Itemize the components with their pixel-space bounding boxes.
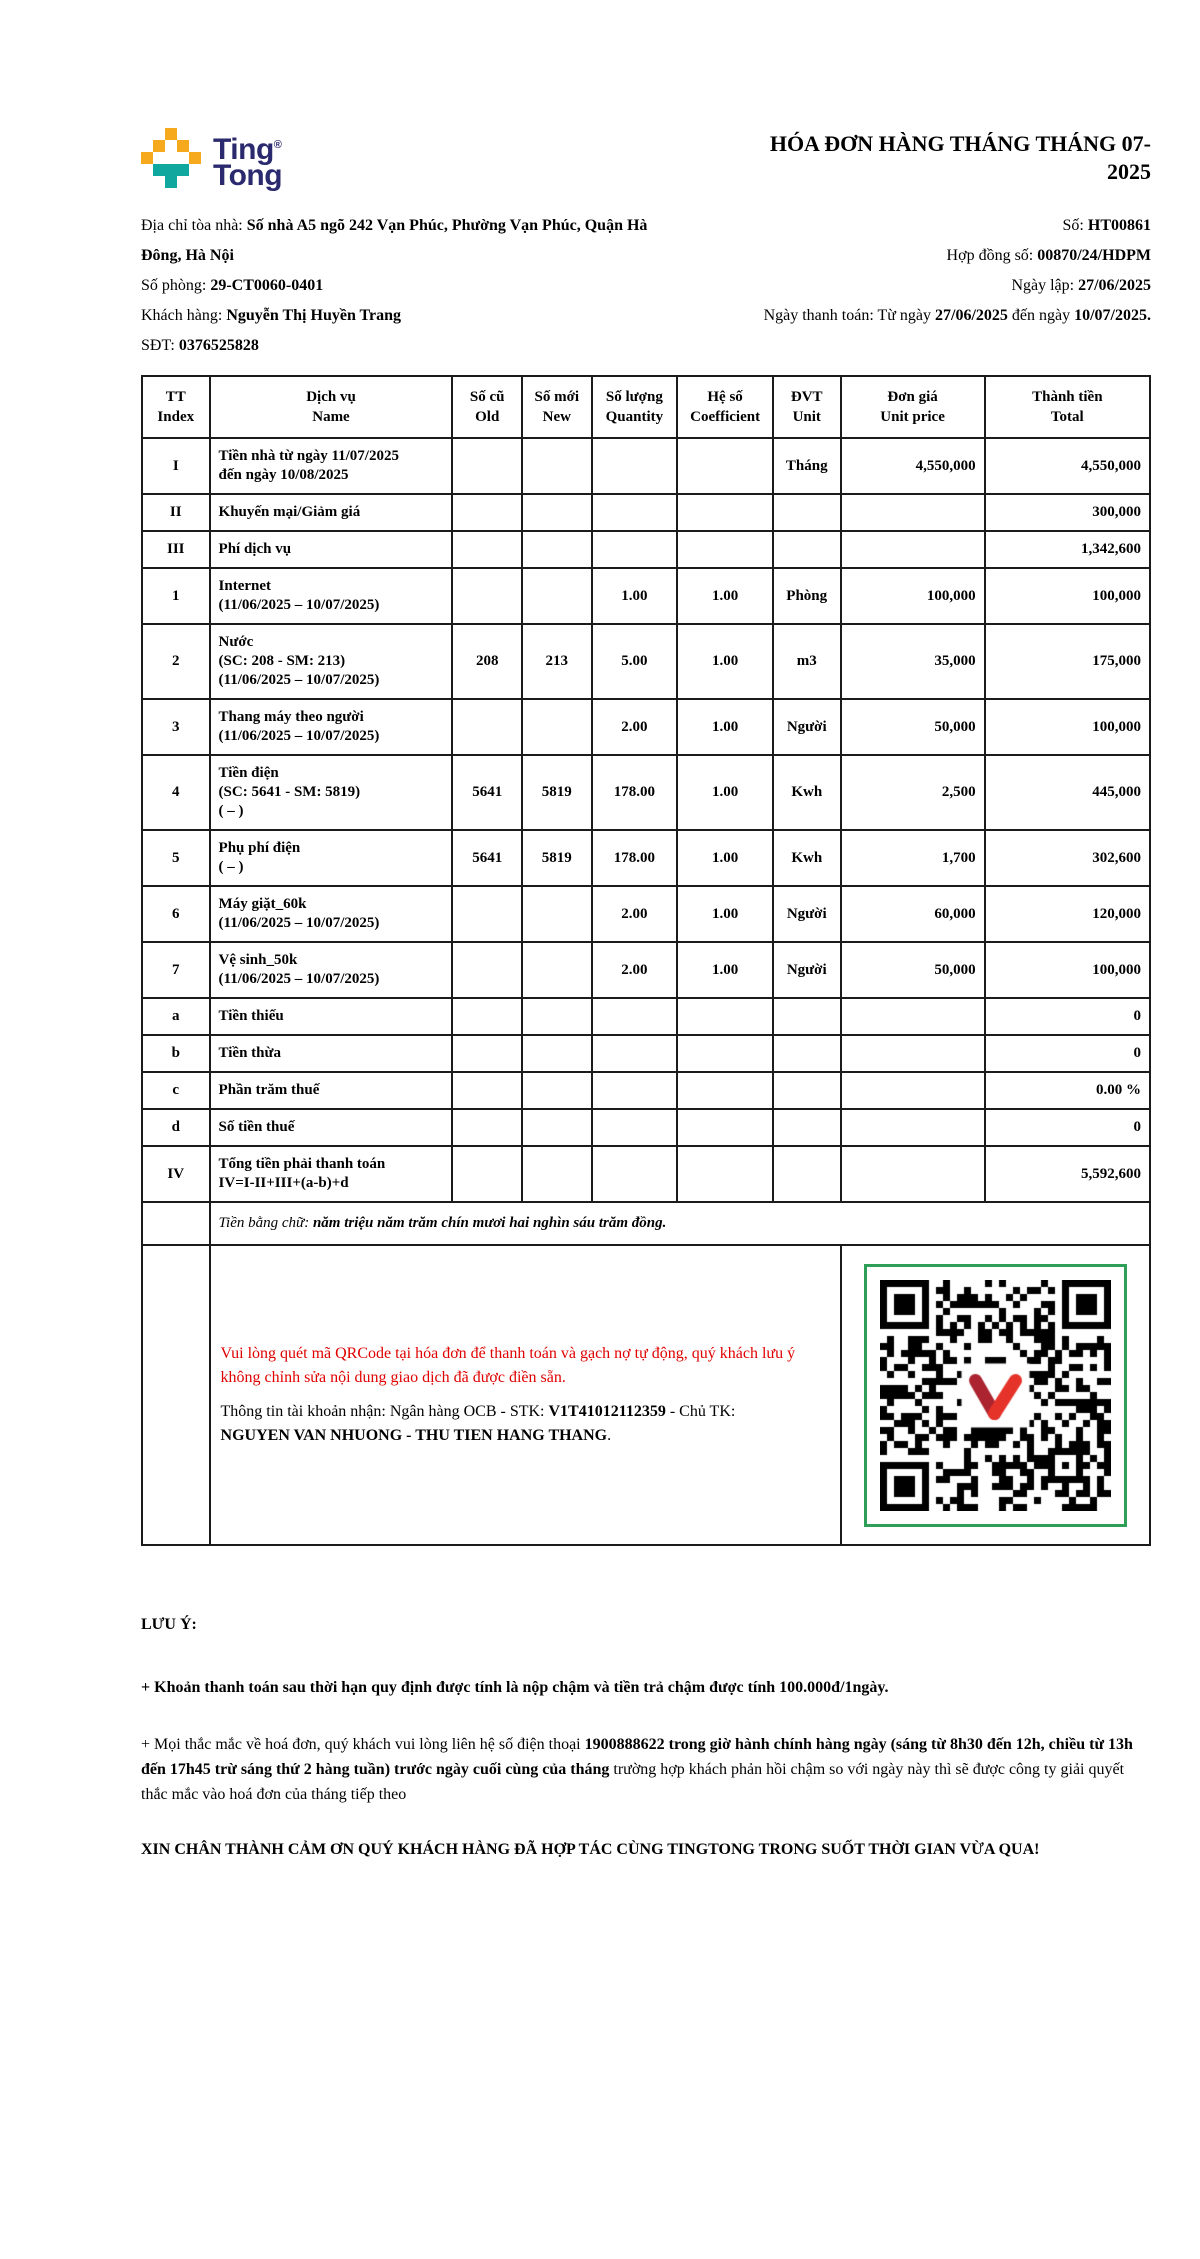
logo-pixel xyxy=(165,164,177,176)
cell-coefficient xyxy=(677,998,773,1035)
cell-total: 0.00 % xyxy=(985,1072,1150,1109)
cell-quantity xyxy=(592,438,678,494)
logo-pixel xyxy=(153,164,165,176)
hotline-note-part3: trường hợp khách phản hồi chậm so với ngày này thì sẽ được công ty giải quyết thắc mắc vào hoá đơn của tháng tiếp theo xyxy=(141,1761,1125,1803)
empty-cell xyxy=(142,1245,210,1545)
cell-service-name: Internet (11/06/2025 – 10/07/2025) xyxy=(210,568,453,624)
hotline-note-part2: 1900888622 trong giờ hành chính hàng ngày (sáng từ 8h30 đến 12h, chiều từ 13h đến 17h45 trừ sáng thứ 2 hàng tuần) trước ngày cuối cùng của tháng xyxy=(141,1736,1133,1778)
cell-index: 7 xyxy=(142,942,210,998)
service-rows xyxy=(142,438,1150,1202)
logo-pixel xyxy=(177,164,189,176)
cell-coefficient xyxy=(677,1146,773,1202)
cell-coefficient: 1.00 xyxy=(677,624,773,699)
cell-unit: Phòng xyxy=(773,568,841,624)
cell-old xyxy=(452,998,522,1035)
cell-index: III xyxy=(142,531,210,568)
header-unit: ĐVT Unit xyxy=(773,376,841,438)
customer-name-value: Nguyễn Thị Huyền Trang xyxy=(226,307,402,324)
cell-new xyxy=(522,568,592,624)
cell-coefficient: 1.00 xyxy=(677,886,773,942)
cell-index: 5 xyxy=(142,830,210,886)
cell-service-name: Tiền nhà từ ngày 11/07/2025 đến ngày 10/08/2025 xyxy=(210,438,453,494)
cell-unit xyxy=(773,494,841,531)
logo-pixel xyxy=(165,128,177,140)
table-row xyxy=(142,699,1150,755)
wordmark-line2: Tong xyxy=(213,159,283,192)
invoice-content xyxy=(141,118,1151,1862)
building-address-label: Địa chỉ tòa nhà: xyxy=(141,217,247,234)
cell-new xyxy=(522,942,592,998)
cell-new: 5819 xyxy=(522,830,592,886)
tingtong-logo xyxy=(141,118,283,192)
contract-number-value: 00870/24/HDPM xyxy=(1037,247,1151,264)
room-number-label: Số phòng: xyxy=(141,277,211,294)
cell-quantity xyxy=(592,1109,678,1146)
table-row xyxy=(142,942,1150,998)
cell-old xyxy=(452,1035,522,1072)
cell-quantity: 2.00 xyxy=(592,699,678,755)
room-number-value: 29-CT0060-0401 xyxy=(210,277,324,294)
logo-pixel xyxy=(165,176,177,188)
header-coefficient: Hệ số Coefficient xyxy=(677,376,773,438)
cell-new xyxy=(522,998,592,1035)
cell-unit-price xyxy=(841,494,985,531)
cell-index: d xyxy=(142,1109,210,1146)
cell-total: 175,000 xyxy=(985,624,1150,699)
cell-unit-price: 100,000 xyxy=(841,568,985,624)
table-row xyxy=(142,531,1150,568)
cell-index: 1 xyxy=(142,568,210,624)
cell-quantity: 2.00 xyxy=(592,886,678,942)
table-row xyxy=(142,494,1150,531)
cell-unit-price xyxy=(841,1072,985,1109)
cell-index: 3 xyxy=(142,699,210,755)
cell-index: c xyxy=(142,1072,210,1109)
invoice-title-line1: HÓA ĐƠN HÀNG THÁNG THÁNG 07- xyxy=(769,131,1151,156)
customer-name-label: Khách hàng: xyxy=(141,307,227,324)
cell-total: 0 xyxy=(985,998,1150,1035)
notes-heading: LƯU Ý: xyxy=(141,1616,197,1633)
cell-total: 5,592,600 xyxy=(985,1146,1150,1202)
cell-new xyxy=(522,886,592,942)
cell-quantity xyxy=(592,1035,678,1072)
cell-old xyxy=(452,1109,522,1146)
cell-quantity xyxy=(592,494,678,531)
cell-unit: Kwh xyxy=(773,755,841,830)
building-address-value: Số nhà A5 ngõ 242 Vạn Phúc, Phường Vạn Phúc, Quận Hà Đông, Hà Nội xyxy=(141,217,648,264)
cell-old xyxy=(452,1072,522,1109)
cell-total: 1,342,600 xyxy=(985,531,1150,568)
header-unit-price: Đơn giá Unit price xyxy=(841,376,985,438)
cell-unit-price: 60,000 xyxy=(841,886,985,942)
account-info xyxy=(221,1400,814,1448)
tingtong-wordmark xyxy=(213,128,283,192)
cell-service-name: Khuyến mại/Giảm giá xyxy=(210,494,453,531)
cell-unit xyxy=(773,1035,841,1072)
qr-instructions-cell xyxy=(210,1245,841,1545)
table-row xyxy=(142,624,1150,699)
cell-service-name: Tiền điện (SC: 5641 - SM: 5819) ( – ) xyxy=(210,755,453,830)
cell-old xyxy=(452,886,522,942)
invoice-meta xyxy=(681,211,1151,361)
cell-quantity xyxy=(592,1072,678,1109)
cell-old xyxy=(452,568,522,624)
account-number: V1T41012112359 xyxy=(548,1403,666,1420)
cell-index: I xyxy=(142,438,210,494)
table-row xyxy=(142,1146,1150,1202)
cell-coefficient: 1.00 xyxy=(677,942,773,998)
cell-service-name: Tiền thiếu xyxy=(210,998,453,1035)
cell-old xyxy=(452,531,522,568)
cell-total: 302,600 xyxy=(985,830,1150,886)
invoice-table xyxy=(141,375,1151,1546)
header-total: Thành tiền Total xyxy=(985,376,1150,438)
cell-unit xyxy=(773,1109,841,1146)
cell-unit xyxy=(773,1072,841,1109)
cell-service-name: Phụ phí điện ( – ) xyxy=(210,830,453,886)
cell-coefficient: 1.00 xyxy=(677,568,773,624)
amount-in-words-label: Tiền bằng chữ: xyxy=(218,1215,313,1231)
payment-start-date: 27/06/2025 xyxy=(935,307,1008,324)
cell-unit-price: 4,550,000 xyxy=(841,438,985,494)
cell-service-name: Số tiền thuế xyxy=(210,1109,453,1146)
cell-unit-price: 50,000 xyxy=(841,942,985,998)
cell-old xyxy=(452,494,522,531)
amount-in-words-value: năm triệu năm trăm chín mươi hai nghìn sáu trăm đồng. xyxy=(312,1215,667,1231)
cell-new xyxy=(522,1072,592,1109)
cell-unit: Kwh xyxy=(773,830,841,886)
cell-total: 100,000 xyxy=(985,942,1150,998)
table-row xyxy=(142,886,1150,942)
qr-row xyxy=(142,1245,1150,1545)
wordmark-line1: Ting xyxy=(213,133,274,166)
cell-new xyxy=(522,1146,592,1202)
payment-end-date: 10/07/2025. xyxy=(1074,307,1151,324)
cell-unit-price: 1,700 xyxy=(841,830,985,886)
table-row xyxy=(142,1035,1150,1072)
cell-unit: Người xyxy=(773,942,841,998)
cell-coefficient xyxy=(677,494,773,531)
cell-service-name: Máy giặt_60k (11/06/2025 – 10/07/2025) xyxy=(210,886,453,942)
cell-service-name: Phí dịch vụ xyxy=(210,531,453,568)
account-label: Thông tin tài khoản nhận: Ngân hàng OCB - STK: xyxy=(220,1403,549,1420)
table-row xyxy=(142,1109,1150,1146)
late-payment-note: + Khoản thanh toán sau thời hạn quy định được tính là nộp chậm và tiền trả chậm được tính 100.000đ/1ngày. xyxy=(141,1679,889,1696)
cell-coefficient: 1.00 xyxy=(677,699,773,755)
cell-index: 6 xyxy=(142,886,210,942)
cell-quantity xyxy=(592,998,678,1035)
cell-new xyxy=(522,494,592,531)
cell-total: 0 xyxy=(985,1109,1150,1146)
issue-date-value: 27/06/2025 xyxy=(1078,277,1151,294)
hotline-note-part1: + Mọi thắc mắc về hoá đơn, quý khách vui lòng liên hệ số điện thoại xyxy=(141,1736,585,1753)
cell-index: II xyxy=(142,494,210,531)
contract-number-line xyxy=(681,241,1151,271)
qr-code-cell xyxy=(841,1245,1151,1545)
cell-unit-price: 35,000 xyxy=(841,624,985,699)
table-row xyxy=(142,830,1150,886)
table-row xyxy=(142,438,1150,494)
hotline-note xyxy=(141,1732,1151,1807)
cell-new: 5819 xyxy=(522,755,592,830)
cell-unit-price xyxy=(841,1109,985,1146)
registered-mark: ® xyxy=(273,139,282,151)
cell-service-name: Tổng tiền phải thanh toán IV=I-II+III+(a-b)+d xyxy=(210,1146,453,1202)
logo-pixel xyxy=(141,152,153,164)
footer-notes xyxy=(141,1612,1151,1862)
invoice-info xyxy=(141,211,1151,361)
issue-date-label: Ngày lập: xyxy=(1011,277,1079,294)
table-row xyxy=(142,568,1150,624)
invoice-title-line2: 2025 xyxy=(1107,159,1151,184)
cell-new xyxy=(522,699,592,755)
phone-value: 0376525828 xyxy=(178,337,259,354)
tingtong-logo-mark-icon xyxy=(141,128,201,188)
cell-quantity xyxy=(592,531,678,568)
cell-unit-price xyxy=(841,531,985,568)
phone-line xyxy=(141,331,661,361)
cell-quantity: 5.00 xyxy=(592,624,678,699)
cell-new xyxy=(522,531,592,568)
cell-coefficient xyxy=(677,1072,773,1109)
cell-quantity xyxy=(592,1146,678,1202)
logo-pixel xyxy=(153,140,165,152)
thanks-message: XIN CHÂN THÀNH CẢM ƠN QUÝ KHÁCH HÀNG ĐÃ HỢP TÁC CÙNG TINGTONG TRONG SUỐT THỜI GIAN VỪA QUA! xyxy=(141,1841,1040,1858)
cell-coefficient xyxy=(677,1109,773,1146)
cell-total: 120,000 xyxy=(985,886,1150,942)
cell-total: 4,550,000 xyxy=(985,438,1150,494)
cell-new xyxy=(522,1035,592,1072)
cell-coefficient: 1.00 xyxy=(677,830,773,886)
cell-coefficient xyxy=(677,531,773,568)
cell-service-name: Vệ sinh_50k (11/06/2025 – 10/07/2025) xyxy=(210,942,453,998)
cell-service-name: Nước (SC: 208 - SM: 213) (11/06/2025 – 10/07/2025) xyxy=(210,624,453,699)
holder-label: - Chủ TK: xyxy=(665,1403,736,1420)
cell-old: 208 xyxy=(452,624,522,699)
cell-old xyxy=(452,1146,522,1202)
table-row xyxy=(142,1072,1150,1109)
cell-coefficient xyxy=(677,1035,773,1072)
cell-service-name: Tiền thừa xyxy=(210,1035,453,1072)
cell-new xyxy=(522,438,592,494)
cell-unit: Người xyxy=(773,886,841,942)
qr-red-note: Vui lòng quét mã QRCode tại hóa đơn để thanh toán và gạch nợ tự động, quý khách lưu ý không chỉnh sửa nội dung giao dịch đã được điền sẵn. xyxy=(220,1345,796,1386)
cell-total: 100,000 xyxy=(985,568,1150,624)
cell-coefficient: 1.00 xyxy=(677,755,773,830)
cell-old: 5641 xyxy=(452,830,522,886)
invoice-header xyxy=(141,118,1151,192)
header-quantity: Số lượng Quantity xyxy=(592,376,678,438)
issue-date-line xyxy=(681,271,1151,301)
cell-unit-price xyxy=(841,998,985,1035)
cell-unit xyxy=(773,998,841,1035)
cell-quantity: 1.00 xyxy=(592,568,678,624)
cell-quantity: 178.00 xyxy=(592,830,678,886)
header-service: Dịch vụ Name xyxy=(210,376,453,438)
cell-unit: m3 xyxy=(773,624,841,699)
room-number-line xyxy=(141,271,661,301)
invoice-number-value: HT00861 xyxy=(1087,217,1151,234)
invoice-number-label: Số: xyxy=(1062,217,1088,234)
cell-old: 5641 xyxy=(452,755,522,830)
invoice-title xyxy=(681,118,1151,186)
cell-total: 445,000 xyxy=(985,755,1150,830)
payment-period-line xyxy=(681,301,1151,331)
amount-in-words xyxy=(219,1215,667,1231)
amount-in-words-cell xyxy=(210,1202,1150,1245)
cell-new: 213 xyxy=(522,624,592,699)
customer-name-line xyxy=(141,301,661,331)
cell-unit-price: 50,000 xyxy=(841,699,985,755)
building-address-line xyxy=(141,211,661,271)
customer-info xyxy=(141,211,661,361)
logo-pixel xyxy=(177,140,189,152)
cell-service-name: Phần trăm thuế xyxy=(210,1072,453,1109)
cell-total: 300,000 xyxy=(985,494,1150,531)
contract-number-label: Hợp đồng số: xyxy=(946,247,1038,264)
cell-index: IV xyxy=(142,1146,210,1202)
cell-new xyxy=(522,1109,592,1146)
cell-unit: Tháng xyxy=(773,438,841,494)
logo-pixel xyxy=(189,152,201,164)
cell-old xyxy=(452,699,522,755)
cell-unit xyxy=(773,531,841,568)
header-tt: TT Index xyxy=(142,376,210,438)
cell-index: 4 xyxy=(142,755,210,830)
cell-quantity: 178.00 xyxy=(592,755,678,830)
holder-name: NGUYEN VAN NHUONG - THU TIEN HANG THANG xyxy=(220,1427,608,1444)
cell-old xyxy=(452,438,522,494)
cell-total: 100,000 xyxy=(985,699,1150,755)
payment-qr-code xyxy=(880,1280,1111,1511)
cell-coefficient xyxy=(677,438,773,494)
cell-unit-price: 2,500 xyxy=(841,755,985,830)
account-period: . xyxy=(607,1427,612,1444)
cell-unit-price xyxy=(841,1146,985,1202)
cell-index: 2 xyxy=(142,624,210,699)
cell-unit-price xyxy=(841,1035,985,1072)
table-header-row xyxy=(142,376,1150,438)
table-row xyxy=(142,998,1150,1035)
cell-total: 0 xyxy=(985,1035,1150,1072)
cell-index: b xyxy=(142,1035,210,1072)
payment-period-label: Ngày thanh toán: Từ ngày xyxy=(763,307,936,324)
cell-quantity: 2.00 xyxy=(592,942,678,998)
header-new: Số mới New xyxy=(522,376,592,438)
invoice-number-line xyxy=(681,211,1151,241)
empty-cell xyxy=(142,1202,210,1245)
header-old: Số cũ Old xyxy=(452,376,522,438)
table-row xyxy=(142,755,1150,830)
cell-old xyxy=(452,942,522,998)
payment-period-mid: đến ngày xyxy=(1007,307,1075,324)
qr-code-frame xyxy=(864,1264,1127,1527)
cell-index: a xyxy=(142,998,210,1035)
amount-in-words-row xyxy=(142,1202,1150,1245)
cell-unit: Người xyxy=(773,699,841,755)
phone-label: SĐT: xyxy=(141,337,179,354)
cell-unit xyxy=(773,1146,841,1202)
cell-service-name: Thang máy theo người (11/06/2025 – 10/07/2025) xyxy=(210,699,453,755)
